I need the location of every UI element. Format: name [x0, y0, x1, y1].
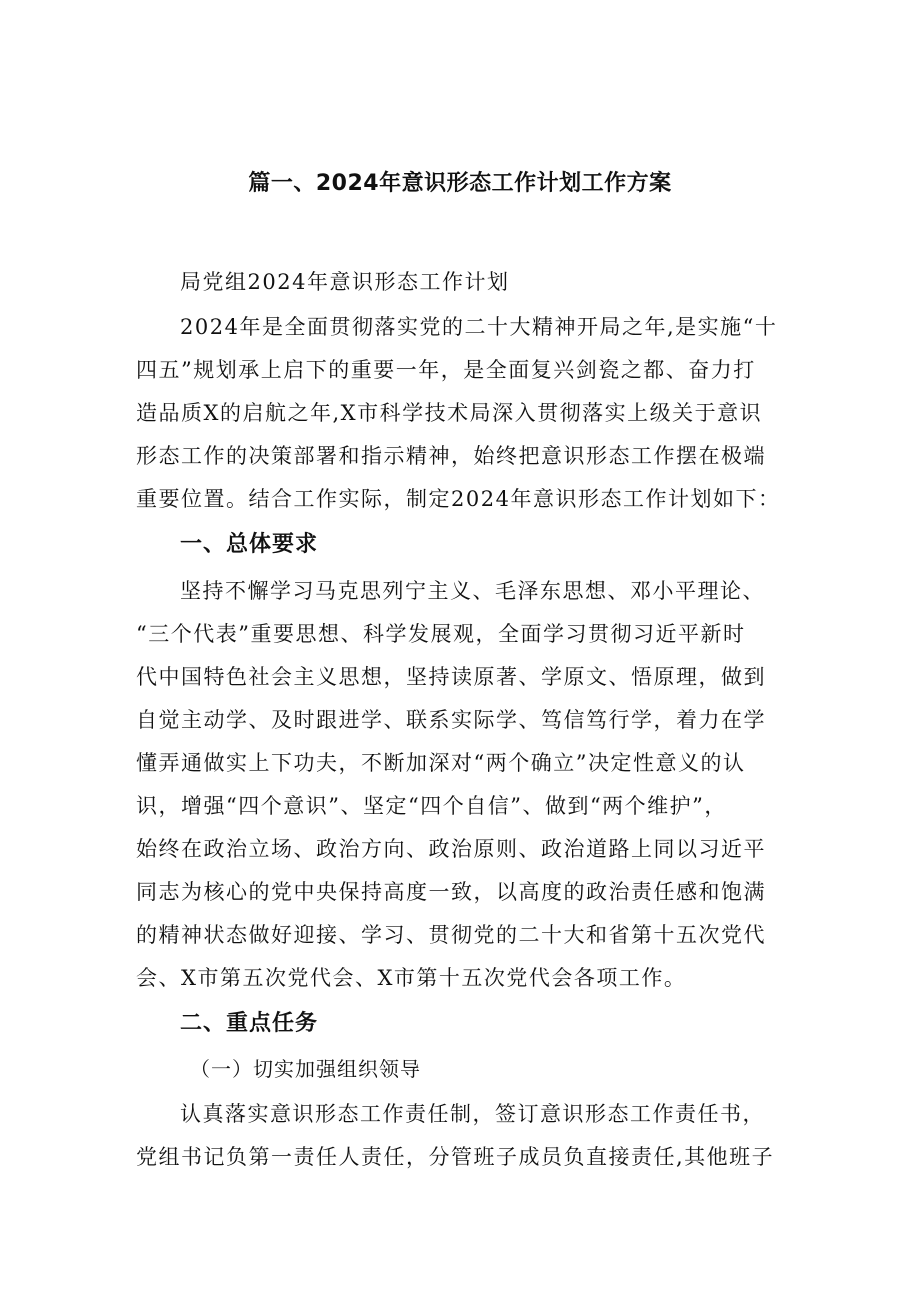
paragraph-line: 形态工作的决策部署和指示精神，始终把意识形态工作摆在极端 — [136, 444, 766, 468]
paragraph-line: 会、X市第五次党代会、X市第十五次党代会各项工作。 — [136, 966, 687, 990]
paragraph-line: 识，增强“四个意识”、坚定“四个自信”、做到“两个维护”， — [136, 794, 727, 818]
paragraph-line: 四五”规划承上启下的重要一年，是全面复兴剑瓷之都、奋力打 — [136, 358, 756, 382]
paragraph-line: 始终在政治立场、政治方向、政治原则、政治道路上同以习近平 — [136, 837, 766, 861]
subsection-heading: （一）切实加强组织领导 — [190, 1057, 421, 1081]
paragraph-line: 认真落实意识形态工作责任制，签订意识形态工作责任书， — [180, 1102, 765, 1126]
paragraph-line: “三个代表”重要思想、科学发展观，全面学习贯彻习近平新时 — [136, 622, 746, 646]
paragraph-line: 的精神状态做好迎接、学习、贯彻党的二十大和省第十五次党代 — [136, 923, 766, 947]
paragraph-line: 同志为核心的党中央保持高度一致，以高度的政治责任感和饱满 — [136, 880, 766, 904]
document-title: 篇一、2024年意识形态工作计划工作方案 — [248, 171, 672, 196]
paragraph-line: 懂弄通做实上下功夫，不断加深对“两个确立”决定性意义的认 — [136, 751, 746, 775]
paragraph-line: 造品质X的启航之年,X市科学技术局深入贯彻落实上级关于意识 — [136, 401, 763, 425]
section-heading: 一、总体要求 — [180, 532, 319, 557]
paragraph-line: 自觉主动学、及时跟进学、联系实际学、笃信笃行学，着力在学 — [136, 708, 766, 732]
paragraph-line: 坚持不懈学习马克思列宁主义、毛泽东思想、邓小平理论、 — [180, 579, 765, 603]
paragraph-line: 代中国特色社会主义思想，坚持读原著、学原文、悟原理，做到 — [136, 665, 766, 689]
document-subtitle: 局党组2024年意识形态工作计划 — [180, 270, 510, 294]
paragraph-line: 2024年是全面贯彻落实党的二十大精神开局之年,是实施“十 — [180, 315, 778, 339]
section-heading: 二、重点任务 — [180, 1011, 319, 1036]
paragraph-line: 重要位置。结合工作实际，制定2024年意识形态工作计划如下： — [136, 487, 781, 511]
paragraph-line: 党组书记负第一责任人责任，分管班子成员负直接责任,其他班子 — [136, 1145, 775, 1169]
